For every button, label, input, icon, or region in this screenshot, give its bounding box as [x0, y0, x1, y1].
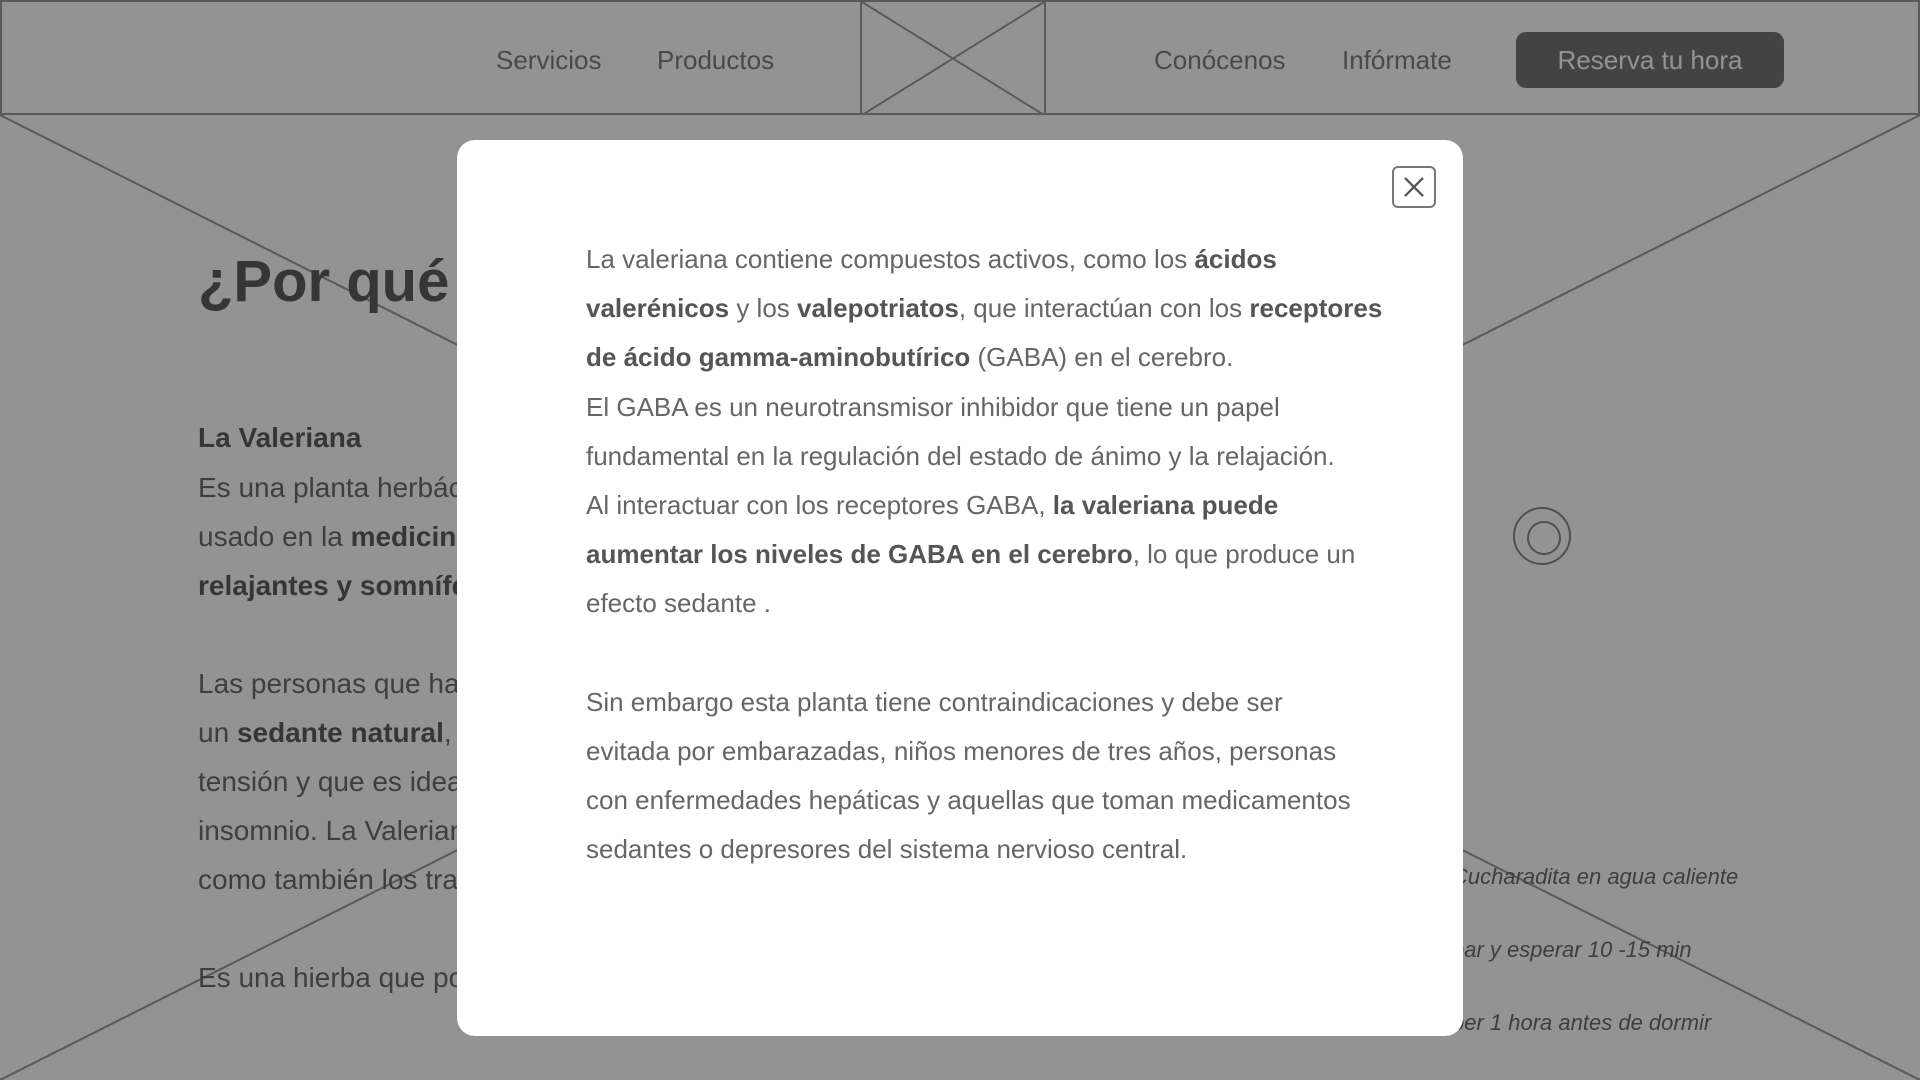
modal-text-line: [586, 333, 1346, 382]
paragraph-gap: [586, 629, 1346, 678]
bold-text: ácidos: [1194, 244, 1277, 274]
bold-text: de ácido gamma-aminobutírico: [586, 342, 971, 373]
bold-text: aumentar los niveles de GABA en el cerebro: [586, 539, 1133, 570]
bold-text: receptores: [1249, 293, 1383, 324]
text-run: con enfermedades hepáticas y aquellas que toman medicamentos: [586, 785, 1351, 816]
bold-text: valepotriatos: [797, 293, 959, 324]
text-run: El GABA es un neurotransmisor inhibidor que tiene un papel: [586, 391, 1280, 422]
modal-text-line: [586, 284, 1383, 333]
text-run: , que interactúan con los: [958, 293, 1250, 324]
modal-body-text: [586, 235, 1383, 874]
text-run: y los: [729, 293, 798, 324]
text-run: efecto sedante .: [586, 588, 772, 619]
modal-text-line: [586, 383, 1346, 432]
close-button[interactable]: [1392, 166, 1436, 208]
modal-text-line: [586, 579, 1346, 628]
text-run: La valeriana contiene compuestos activos, como los: [586, 244, 1195, 274]
bold-text: valerénicos: [586, 293, 730, 324]
bold-text: la valeriana puede: [1052, 490, 1279, 521]
text-run: Sin embargo esta planta tiene contraindicaciones y debe ser: [586, 686, 1283, 717]
text-run: fundamental en la regulación del estado de ánimo y la relajación.: [586, 440, 1335, 471]
text-run: Al interactuar con los receptores GABA,: [586, 490, 1053, 521]
modal-text-line: [586, 678, 1346, 727]
modal-text-line: [586, 776, 1351, 825]
text-run: , lo que produce un: [1132, 539, 1356, 570]
modal-text-line: [586, 727, 1346, 776]
modal-text-line: [586, 481, 1346, 530]
text-run: (GABA) en el cerebro.: [970, 342, 1234, 373]
text-run: sedantes o depresores del sistema nervioso central.: [586, 834, 1188, 865]
modal-text-line: [586, 432, 1346, 481]
info-modal: [457, 140, 1463, 1036]
close-icon: [1394, 168, 1434, 206]
text-run: evitada por embarazadas, niños menores de tres años, personas: [586, 735, 1337, 766]
modal-text-line: [586, 825, 1346, 874]
modal-text-line: [586, 235, 1346, 284]
modal-text-line: [586, 530, 1356, 579]
